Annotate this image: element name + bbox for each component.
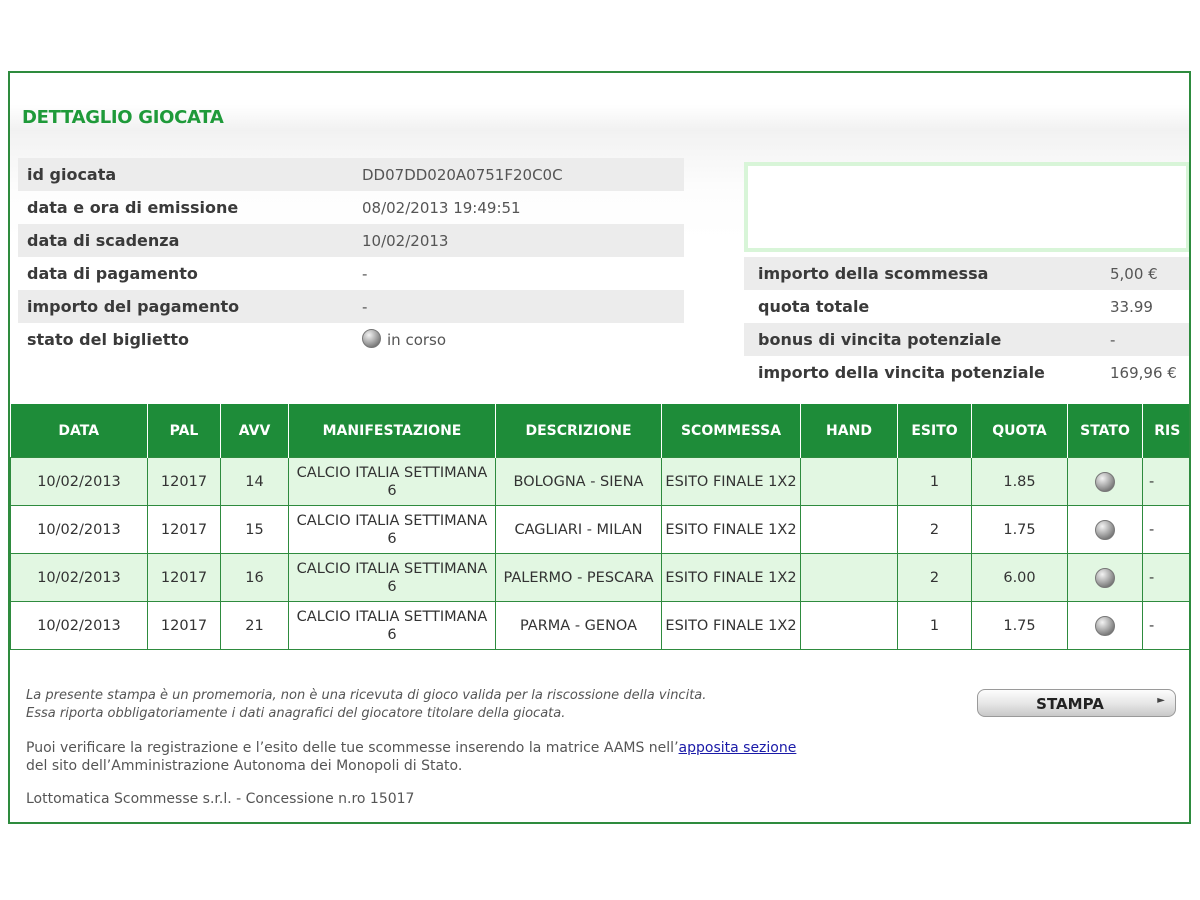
summary-row-stake	[744, 257, 1191, 290]
cell-ris: -	[1143, 506, 1192, 554]
info-row-ticket-status	[18, 323, 684, 356]
info-label: data di scadenza	[27, 231, 180, 250]
info-value: -	[362, 298, 368, 316]
cell-esito: 2	[898, 506, 972, 554]
cell-stato	[1068, 458, 1143, 506]
column-header-data: DATA	[11, 404, 148, 458]
status-dot-icon	[1095, 472, 1115, 492]
info-row-payment-amount	[18, 290, 684, 323]
cell-scommessa: ESITO FINALE 1X2	[662, 602, 801, 650]
cell-manifestazione: CALCIO ITALIA SETTIMANA 6	[289, 458, 496, 506]
cell-avv: 16	[221, 554, 289, 602]
cell-quota: 1.75	[972, 506, 1068, 554]
status-dot-icon	[362, 329, 381, 348]
cell-pal: 12017	[148, 506, 221, 554]
cell-scommessa: ESITO FINALE 1X2	[662, 554, 801, 602]
summary-label: bonus di vincita potenziale	[758, 330, 1002, 349]
info-row-expiry-date	[18, 224, 684, 257]
status-dot-icon	[1095, 568, 1115, 588]
cell-data: 10/02/2013	[11, 458, 148, 506]
cell-descrizione: PALERMO - PESCARA	[496, 554, 662, 602]
cell-hand	[801, 506, 898, 554]
info-label: data di pagamento	[27, 264, 198, 283]
cell-pal: 12017	[148, 554, 221, 602]
column-header-hand: HAND	[801, 404, 898, 458]
info-value: DD07DD020A0751F20C0C	[362, 166, 563, 184]
title-bar	[10, 73, 1189, 131]
table-header-row	[11, 404, 1192, 458]
cell-hand	[801, 602, 898, 650]
footer-notes	[26, 687, 966, 807]
cell-quota: 1.75	[972, 602, 1068, 650]
info-row-issue-date	[18, 191, 684, 224]
info-label: data e ora di emissione	[27, 198, 239, 217]
status-dot-icon	[1095, 520, 1115, 540]
column-header-descrizione: DESCRIZIONE	[496, 404, 662, 458]
page-title: DETTAGLIO GIOCATA	[22, 107, 224, 128]
cell-data: 10/02/2013	[11, 506, 148, 554]
column-header-avv: AVV	[221, 404, 289, 458]
bet-detail-panel	[8, 71, 1191, 824]
cell-ris: -	[1143, 554, 1192, 602]
info-value: 08/02/2013 19:49:51	[362, 199, 521, 217]
summary-value: 33.99	[1110, 298, 1153, 316]
cell-manifestazione: CALCIO ITALIA SETTIMANA 6	[289, 602, 496, 650]
column-header-quota: QUOTA	[972, 404, 1068, 458]
column-header-esito: ESITO	[898, 404, 972, 458]
info-value: -	[362, 265, 368, 283]
ticket-status	[362, 329, 446, 349]
cell-avv: 15	[221, 506, 289, 554]
cell-ris: -	[1143, 602, 1192, 650]
cell-manifestazione: CALCIO ITALIA SETTIMANA 6	[289, 506, 496, 554]
cell-hand	[801, 554, 898, 602]
concession-text: Lottomatica Scommesse s.r.l. - Concessione n.ro 15017	[26, 791, 415, 807]
summary-row-bonus	[744, 323, 1191, 356]
info-label: id giocata	[27, 165, 117, 184]
bets-table	[10, 404, 1191, 650]
cell-hand	[801, 458, 898, 506]
cell-pal: 12017	[148, 458, 221, 506]
cell-scommessa: ESITO FINALE 1X2	[662, 458, 801, 506]
summary-value: 169,96 €	[1110, 364, 1177, 382]
verify-paragraph	[26, 739, 966, 775]
column-header-ris: RIS	[1143, 404, 1192, 458]
promo-box	[744, 162, 1190, 252]
info-label: importo del pagamento	[27, 297, 240, 316]
summary-value: -	[1110, 331, 1116, 349]
verify-text: Puoi verificare la registrazione e l’esito delle tue scommesse inserendo la matrice AAMS nell’	[26, 740, 679, 756]
info-row-payment-date	[18, 257, 684, 290]
info-label: stato del biglietto	[27, 330, 190, 349]
ticket-status-text: in corso	[387, 331, 447, 349]
summary-label: importo della vincita potenziale	[758, 363, 1045, 382]
column-header-scommessa: SCOMMESSA	[662, 404, 801, 458]
cell-esito: 2	[898, 554, 972, 602]
chevron-right-icon: ►	[1157, 695, 1165, 706]
cell-pal: 12017	[148, 602, 221, 650]
table-row	[11, 506, 1192, 554]
cell-quota: 6.00	[972, 554, 1068, 602]
table-row	[11, 458, 1192, 506]
cell-scommessa: ESITO FINALE 1X2	[662, 506, 801, 554]
cell-descrizione: CAGLIARI - MILAN	[496, 506, 662, 554]
summary-row-total-odds	[744, 290, 1191, 323]
summary-row-potential-win	[744, 356, 1191, 389]
cell-descrizione: BOLOGNA - SIENA	[496, 458, 662, 506]
cell-stato	[1068, 506, 1143, 554]
table-row	[11, 554, 1192, 602]
info-value: 10/02/2013	[362, 232, 449, 250]
cell-manifestazione: CALCIO ITALIA SETTIMANA 6	[289, 554, 496, 602]
cell-data: 10/02/2013	[11, 602, 148, 650]
info-row-id	[18, 158, 684, 191]
summary-label: quota totale	[758, 297, 870, 316]
column-header-stato: STATO	[1068, 404, 1143, 458]
cell-avv: 14	[221, 458, 289, 506]
cell-data: 10/02/2013	[11, 554, 148, 602]
cell-quota: 1.85	[972, 458, 1068, 506]
verify-text-end: del sito dell’Amministrazione Autonoma dei Monopoli di Stato.	[26, 758, 463, 774]
column-header-manifestazione: MANIFESTAZIONE	[289, 404, 496, 458]
cell-ris: -	[1143, 458, 1192, 506]
cell-descrizione: PARMA - GENOA	[496, 602, 662, 650]
disclaimer-line-1: La presente stampa è un promemoria, non è una ricevuta di gioco valida per la riscossione della vincita.	[26, 688, 707, 703]
disclaimer-line-2: Essa riporta obbligatoriamente i dati anagrafici del giocatore titolare della giocata.	[26, 706, 566, 721]
print-button-label: STAMPA	[1036, 695, 1104, 713]
summary-label: importo della scommessa	[758, 264, 989, 283]
print-button[interactable]	[977, 689, 1176, 717]
cell-stato	[1068, 554, 1143, 602]
cell-esito: 1	[898, 602, 972, 650]
cell-esito: 1	[898, 458, 972, 506]
table-row	[11, 602, 1192, 650]
aams-section-link[interactable]: apposita sezione	[678, 740, 797, 756]
summary-value: 5,00 €	[1110, 265, 1158, 283]
status-dot-icon	[1095, 616, 1115, 636]
cell-stato	[1068, 602, 1143, 650]
cell-avv: 21	[221, 602, 289, 650]
column-header-pal: PAL	[148, 404, 221, 458]
